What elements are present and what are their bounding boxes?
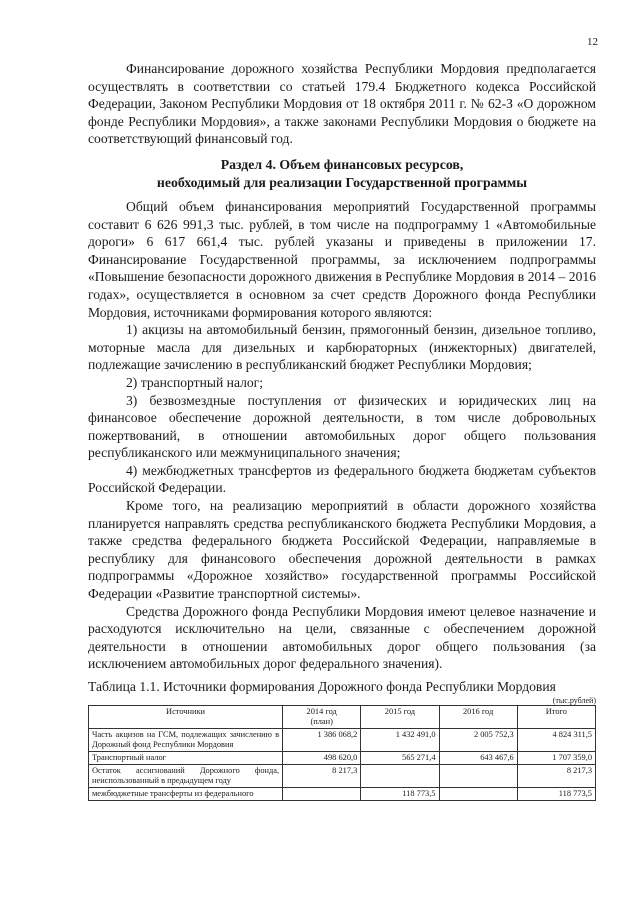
cell-2014: 8 217,3: [283, 765, 361, 788]
section-title-line-1: Раздел 4. Объем финансовых ресурсов,: [220, 156, 464, 172]
cell-2016: 2 005 752,3: [439, 729, 517, 752]
cell-total: 8 217,3: [517, 765, 595, 788]
document-body: [88, 60, 596, 801]
paragraph-total-volume: Общий объем финансирования мероприятий Государственной программы составит 6 626 991,3 тыс. рублей, в том числе на подпрограмму 1 «Автомобильные дороги» 6 617 661,4 тыс. рублей указаны и приведены в приложении 17. Финансирование Государственной программы, за исключением подпрограммы «Повышение безопасности дорожного движения в Республике Мордовия в 2014 – 2016 годах», осуществляется в основном за счет средств Дорожного фонда Республики Мордовия, источниками формирования которого являются:: [88, 198, 596, 320]
list-item-transfers: 4) межбюджетных трансфертов из федерального бюджета бюджетам субъектов Российской Федерации.: [88, 462, 596, 496]
table-caption: Таблица 1.1. Источники формирования Дорожного фонда Республики Мордовия: [88, 679, 556, 694]
cell-2015: 565 271,4: [361, 752, 439, 765]
cell-2016: [439, 765, 517, 788]
page-number: 12: [587, 36, 598, 48]
cell-source: межбюджетные трансферты из федерального: [89, 788, 283, 801]
table-header-row: [89, 706, 596, 729]
cell-2014: 498 620,0: [283, 752, 361, 765]
list-item-excise: 1) акцизы на автомобильный бензин, прямогонный бензин, дизельное топливо, моторные масла для дизельных и карбюраторных (инжекторных) двигателей, подлежащие зачислению в республиканский бюджет Республики Мордовия;: [88, 322, 596, 373]
cell-2016: [439, 788, 517, 801]
table-row: [89, 765, 596, 788]
paragraph-additional-funding: Кроме того, на реализацию мероприятий в области дорожного хозяйства планируется направлять средства республиканского бюджета Республики Мордовия, а также средства федерального бюджета Российской Федерации, направляемые в республику для финансового обеспечения дорожной деятельности в рамках подпрограммы «Дорожное хозяйство» государственной программы Российской Федерации «Развитие транспортной системы».: [88, 498, 596, 602]
section-title-line-2: необходимый для реализации Государственной программы: [156, 174, 528, 190]
cell-2014: [283, 788, 361, 801]
cell-source: Остаток ассигнований Дорожного фонда, неиспользованный в предыдущем году: [89, 765, 283, 788]
header-2015: 2015 год: [361, 706, 439, 729]
header-2014: [283, 706, 361, 729]
cell-source: Часть акцизов на ГСМ, подлежащих зачислению в Дорожный фонд Республики Мордовия: [89, 729, 283, 752]
cell-2016: 643 467,6: [439, 752, 517, 765]
table-row: [89, 729, 596, 752]
list-item-donations: 3) безвозмездные поступления от физических и юридических лиц на финансовое обеспечение дорожной деятельности, в том числе добровольных пожертвований, в отношении автомобильных дорог общего пользования республиканского или межмуниципального значения;: [88, 392, 596, 461]
header-total: Итого: [517, 706, 595, 729]
cell-source: Транспортный налог: [89, 752, 283, 765]
header-2014-note: (план): [310, 717, 333, 726]
cell-2015: [361, 765, 439, 788]
cell-total: 1 707 359,0: [517, 752, 595, 765]
table-row: [89, 752, 596, 765]
cell-2015: 1 432 491,0: [361, 729, 439, 752]
header-2014-label: 2014 год: [306, 707, 337, 716]
header-source: Источники: [89, 706, 283, 729]
paragraph-funding: Финансирование дорожного хозяйства Республики Мордовия предполагается осуществлять в соответствии со статьей 179.4 Бюджетного кодекса Российской Федерации, Законом Республики Мордовия от 18 октября 2011 г. № 62-З «О дорожном фонде Республики Мордовия», а также законами Республики Мордовия о бюджете на соответствующий финансовый год.: [88, 61, 596, 147]
header-2016: 2016 год: [439, 706, 517, 729]
paragraph-fund-purpose: Средства Дорожного фонда Республики Мордовия имеют целевое назначение и расходуются исключительно на цели, связанные с обеспечением дорожной деятельности в отношении автомобильных дорог общего пользования (за исключением автомобильных дорог федерального значения).: [88, 603, 596, 672]
funding-sources-table: [88, 705, 596, 801]
list-item-transport-tax: 2) транспортный налог;: [126, 374, 264, 390]
table-row: [89, 788, 596, 801]
cell-total: 4 824 311,5: [517, 729, 595, 752]
cell-2014: 1 386 068,2: [283, 729, 361, 752]
cell-total: 118 773,5: [517, 788, 595, 801]
section-heading: [88, 156, 596, 192]
cell-2015: 118 773,5: [361, 788, 439, 801]
table-units: (тыс.рублей): [552, 696, 596, 705]
